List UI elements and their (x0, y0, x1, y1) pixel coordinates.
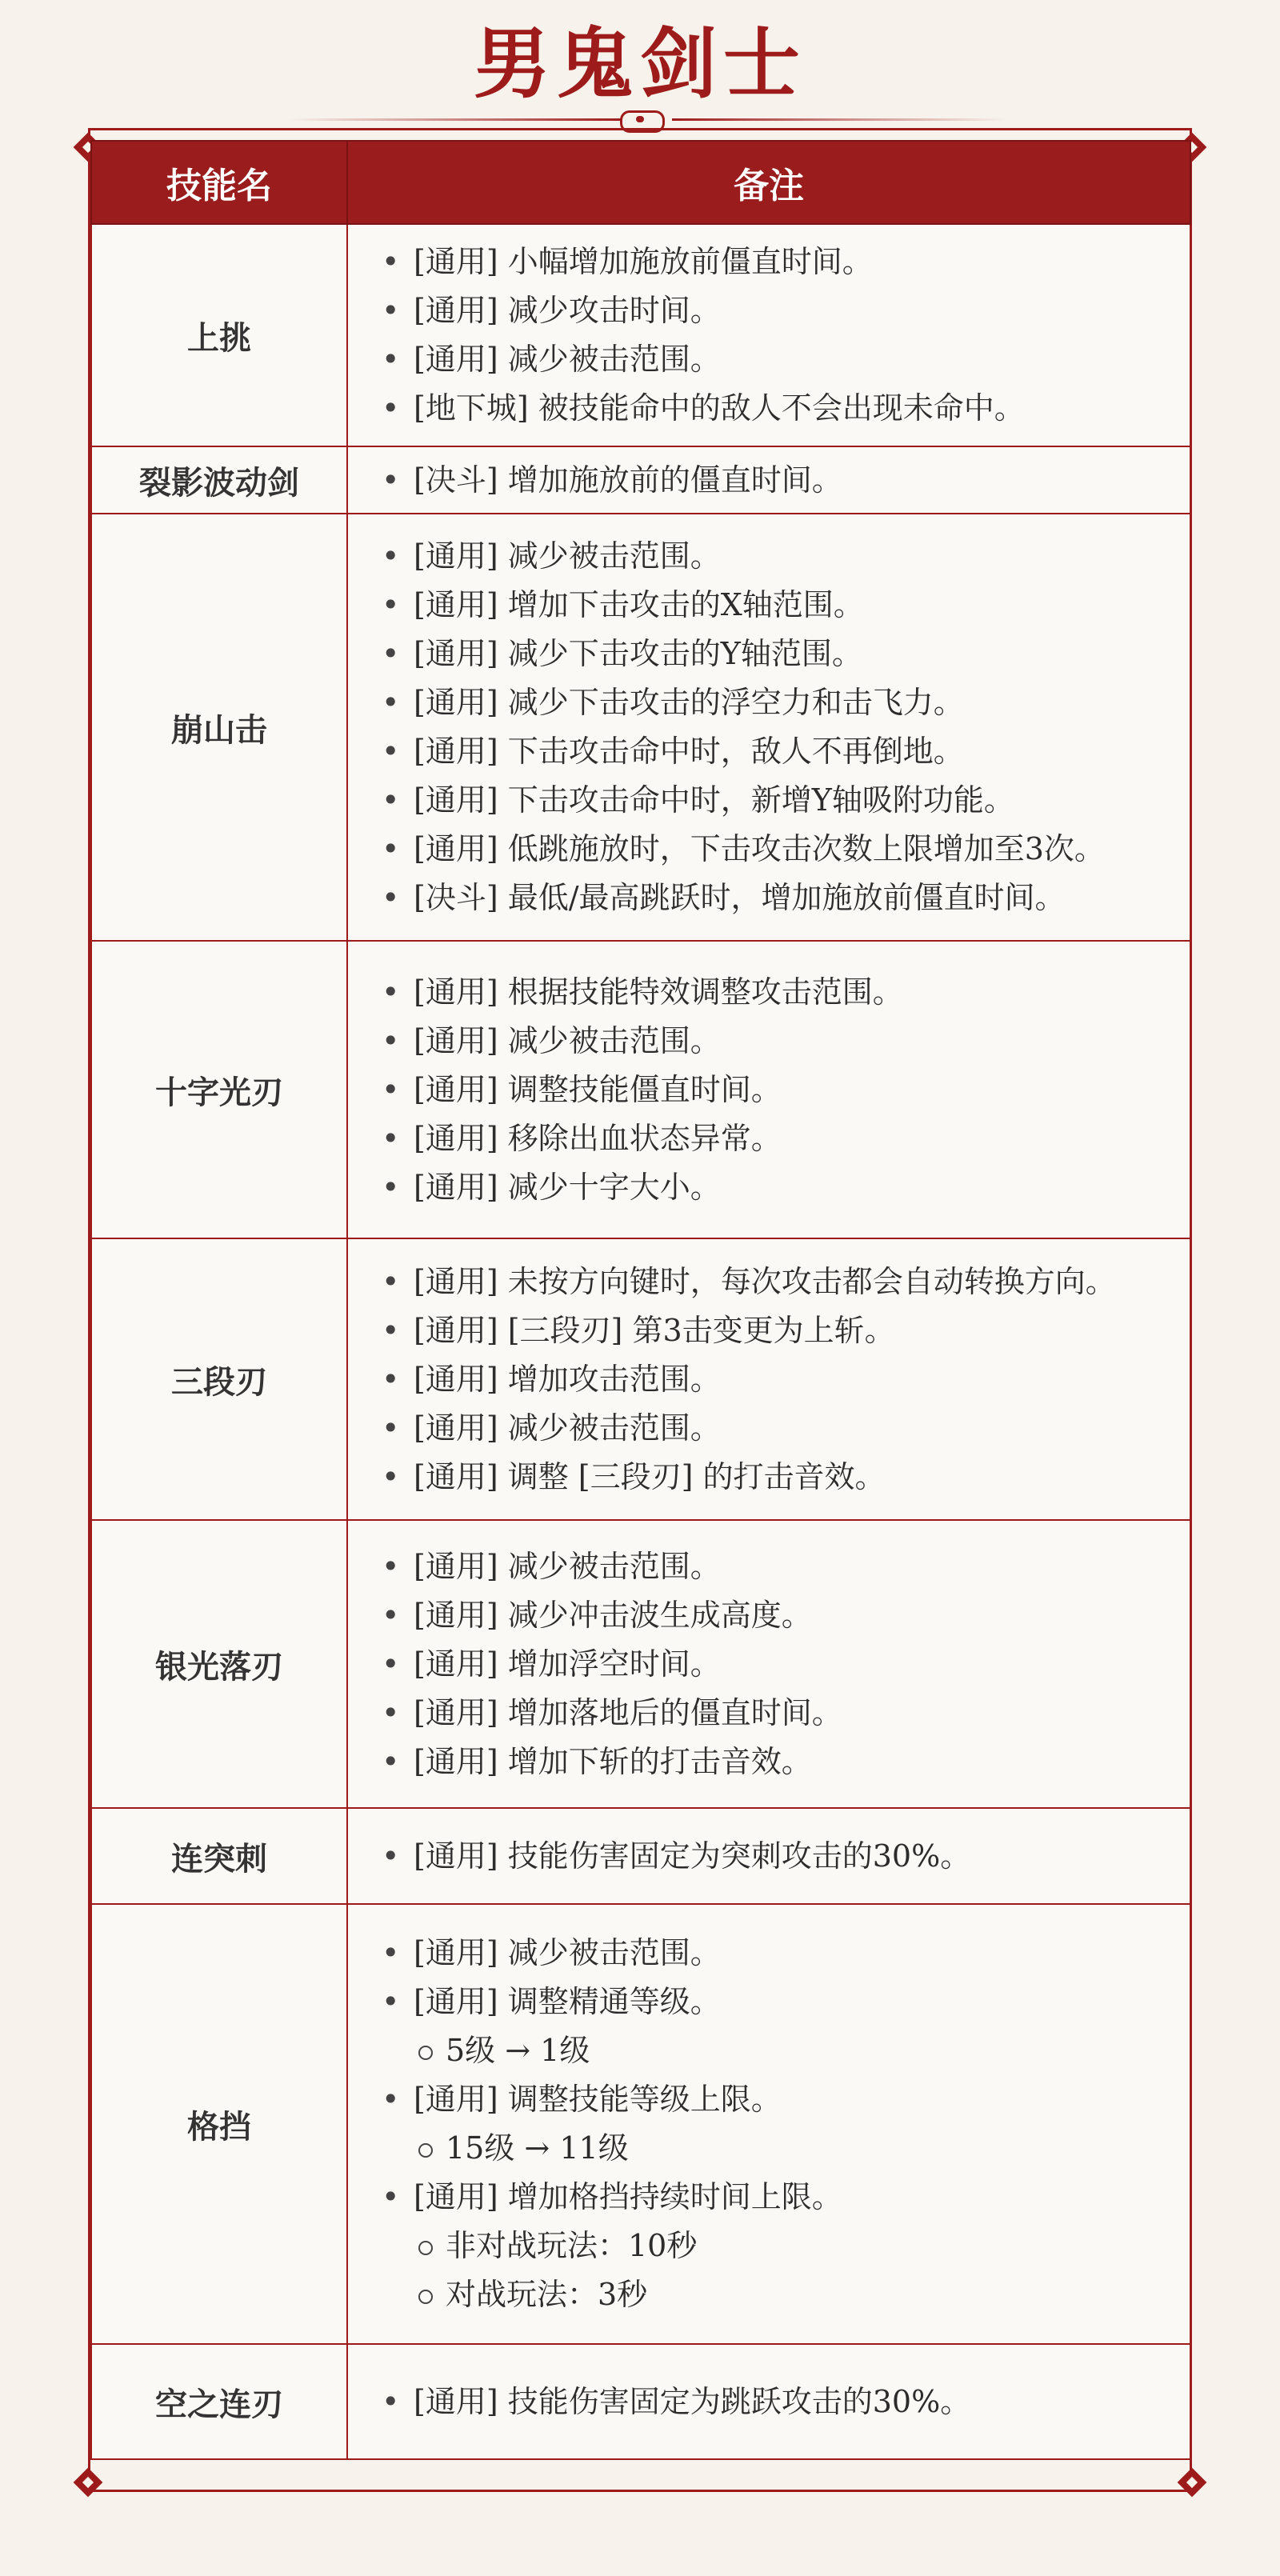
table-header-row (91, 141, 1190, 224)
skill-name: 格挡 (91, 1904, 347, 2344)
header-skill-name: 技能名 (91, 141, 347, 224)
skill-changes-table (90, 140, 1191, 2460)
note-text: [通用] 增加浮空时间。 (414, 1646, 721, 1682)
skill-notes (347, 446, 1190, 514)
page-title: 男鬼剑士 (474, 18, 806, 109)
note-sub-item: 对战玩法：3秒 (414, 2270, 1190, 2319)
table-body (91, 224, 1190, 2459)
skill-name: 三段刃 (91, 1238, 347, 1520)
note-text: [通用] 增加攻击范围。 (414, 1361, 721, 1397)
skill-notes (347, 1238, 1190, 1520)
note-item (382, 1066, 1190, 1114)
note-item (382, 286, 1190, 335)
skill-notes (347, 1808, 1190, 1904)
note-sub-item: 15级 → 11级 (414, 2124, 1190, 2173)
note-item (382, 1114, 1190, 1163)
note-item (382, 2075, 1190, 2173)
table-row (91, 1238, 1190, 1520)
note-item (382, 335, 1190, 384)
note-text: [通用] 减少被击范围。 (414, 1548, 721, 1584)
note-item (382, 384, 1190, 433)
skill-name: 崩山击 (91, 514, 347, 941)
note-text: [通用] 减少攻击时间。 (414, 293, 721, 328)
note-text: [通用] 技能伤害固定为跳跃攻击的30%。 (414, 2383, 971, 2419)
note-item (382, 238, 1190, 286)
skill-name: 空之连刃 (91, 2344, 347, 2459)
note-item (382, 874, 1190, 922)
note-text: [通用] 减少十字大小。 (414, 1169, 721, 1205)
note-sub-item: 5级 → 1级 (414, 2026, 1190, 2075)
table-row (91, 1904, 1190, 2344)
note-text: [通用] 调整技能等级上限。 (414, 2082, 782, 2117)
note-item (382, 1306, 1190, 1355)
note-item (382, 532, 1190, 581)
note-text: [通用] 减少被击范围。 (414, 342, 721, 377)
note-item (382, 1929, 1190, 1978)
note-text: [通用] [三段刃] 第3击变更为上斩。 (414, 1312, 895, 1348)
note-text: [通用] 调整技能僵直时间。 (414, 1071, 782, 1107)
table-row (91, 1808, 1190, 1904)
note-text: [通用] 调整精通等级。 (414, 1984, 721, 2019)
note-item (382, 1542, 1190, 1591)
note-item (382, 630, 1190, 678)
note-text: [通用] 增加下击攻击的X轴范围。 (414, 587, 864, 622)
note-text: [通用] 下击攻击命中时，新增Y轴吸附功能。 (414, 782, 1014, 818)
note-text: [通用] 技能伤害固定为突刺攻击的30%。 (414, 1838, 971, 1874)
skill-name: 银光落刃 (91, 1520, 347, 1808)
note-text: [通用] 低跳施放时，下击攻击次数上限增加至3次。 (414, 831, 1105, 866)
note-text: [通用] 减少被击范围。 (414, 538, 721, 574)
note-text: [通用] 减少下击攻击的Y轴范围。 (414, 636, 862, 671)
skill-notes (347, 941, 1190, 1238)
table-row (91, 941, 1190, 1238)
note-text: [通用] 增加格挡持续时间上限。 (414, 2179, 842, 2214)
note-text: [决斗] 增加施放前的僵直时间。 (414, 462, 842, 498)
note-text: [通用] 减少下击攻击的浮空力和击飞力。 (414, 685, 964, 720)
note-item (382, 1355, 1190, 1404)
skill-name: 上挑 (91, 224, 347, 446)
skill-notes (347, 2344, 1190, 2459)
header-notes: 备注 (347, 141, 1190, 224)
title-divider-left (288, 118, 624, 121)
table-row (91, 446, 1190, 514)
note-item (382, 968, 1190, 1017)
note-item (382, 1404, 1190, 1453)
note-item (382, 1591, 1190, 1640)
note-item (382, 1163, 1190, 1212)
note-item (382, 1453, 1190, 1502)
note-item (382, 1689, 1190, 1738)
note-item (382, 776, 1190, 825)
skill-notes (347, 1520, 1190, 1808)
note-text: [通用] 增加落地后的僵直时间。 (414, 1694, 842, 1730)
note-text: [通用] 小幅增加施放前僵直时间。 (414, 244, 873, 279)
note-text: [通用] 调整 [三段刃] 的打击音效。 (414, 1458, 886, 1494)
note-text: [通用] 未按方向键时，每次攻击都会自动转换方向。 (414, 1263, 1116, 1299)
note-item (382, 678, 1190, 727)
note-text: [通用] 减少冲击波生成高度。 (414, 1597, 812, 1633)
table-row (91, 1520, 1190, 1808)
table-row (91, 224, 1190, 446)
note-text: [通用] 下击攻击命中时，敌人不再倒地。 (414, 734, 964, 769)
note-text: [通用] 减少被击范围。 (414, 1935, 721, 1970)
note-text: [通用] 移除出血状态异常。 (414, 1120, 782, 1156)
note-text: [地下城] 被技能命中的敌人不会出现未命中。 (414, 390, 1025, 426)
note-item (382, 1640, 1190, 1689)
title-divider-right (672, 118, 1008, 121)
note-text: [通用] 增加下斩的打击音效。 (414, 1743, 812, 1779)
skill-notes (347, 514, 1190, 941)
note-item (382, 2173, 1190, 2319)
note-item (382, 581, 1190, 630)
note-item (382, 456, 1190, 505)
note-sub-item: 非对战玩法：10秒 (414, 2222, 1190, 2270)
skill-notes (347, 224, 1190, 446)
note-text: [通用] 根据技能特效调整攻击范围。 (414, 974, 903, 1010)
skill-name: 裂影波动剑 (91, 446, 347, 514)
note-item (382, 1978, 1190, 2075)
table-row (91, 514, 1190, 941)
note-text: [通用] 减少被击范围。 (414, 1410, 721, 1446)
note-item (382, 1832, 1190, 1881)
note-text: [通用] 减少被击范围。 (414, 1022, 721, 1058)
note-item (382, 727, 1190, 776)
skill-name: 连突刺 (91, 1808, 347, 1904)
note-item (382, 1017, 1190, 1066)
skill-notes (347, 1904, 1190, 2344)
skill-name: 十字光刃 (91, 941, 347, 1238)
note-item (382, 825, 1190, 874)
note-item (382, 2378, 1190, 2426)
note-text: [决斗] 最低/最高跳跃时，增加施放前僵直时间。 (414, 880, 1066, 915)
table-row (91, 2344, 1190, 2459)
note-item (382, 1258, 1190, 1306)
note-item (382, 1738, 1190, 1786)
